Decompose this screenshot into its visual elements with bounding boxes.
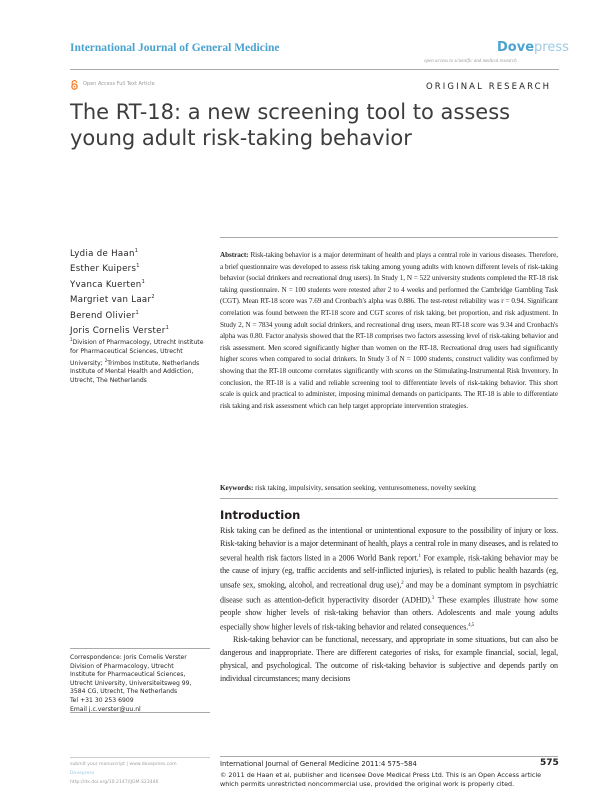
affiliations: $^1$Division of Pharmacology, Utrecht Institute for Pharmaceutical Sciences, Utrecht University; $^2$Trimbos Institute, Netherlands Institute of Mental Health and Addiction, Utrecht, The Netherlands	[70, 337, 204, 385]
journal-title: International Journal of General Medicine	[70, 42, 280, 54]
author: Esther Kuipers$^1$	[70, 263, 140, 275]
open-access-label: Open Access Full Text Article	[83, 81, 155, 87]
keywords	[220, 483, 558, 495]
footer-left-divider	[70, 757, 210, 758]
footer-citation: International Journal of General Medicine 2011:4 575–584	[220, 760, 417, 768]
logo-dove: Dove	[497, 40, 535, 55]
article-type: ORIGINAL RESEARCH	[426, 82, 552, 92]
intro-paragraph-2: Risk-taking behavior can be functional, necessary, and appropriate in some situations, but can also be dangerous and inappropriate. There are different categories of risks, for example financial, social, legal, physical, and psychological. The outcome of risk-taking behavior is subjective and depends partly on individual circumstances; many decisions	[220, 635, 558, 683]
abstract-text: Risk-taking behavior is a major determinant of health and plays a central role in various diseases. Therefore, a brief questionnaire was developed to assess risk taking among young adults with known different levels of risk-taking behavior (social drinkers and recreational drug users). In Study 1, N = 522 university students completed the RT-18 risk taking questionnaire. N = 100 students were retested after 2 to 4 weeks and performed the Cambridge Gambling Task (CGT). Mean RT-18 score was 7.69 and Cronbach's alpha was 0.886. The test-retest reliability was r = 0.94. Significant correlation was found between the RT-18 score and CGT scores of risk taking, bet proportion, and risk adjustment. In Study 2, N = 7834 young adult social drinkers, and recreational drug users, mean RT-18 score was 9.34 and Cronbach's alpha was 0.80. Factor analysis showed that the RT-18 comprises two factors assessing level of risk-taking behavior and risk assessment. Men scored significantly higher than women on the RT-18. Recreational drug users had significantly higher scores when compared to social drinkers. In Study 3 of N = 1000 students, construct validity was confirmed by showing that the RT-18 outcome correlates significantly with scores on the Stimulating-Instrumental Risk Inventory. In conclusion, the RT-18 is a valid and reliable screening tool to differentiate levels of risk-taking behavior. This short scale is quick and practical to administer, imposing minimal demands on participants. The RT-18 is able to differentiate risk taking and risk assessment which can help target appropriate intervention strategies.	[220, 251, 558, 410]
author: Yvanca Kuerten$^1$	[70, 278, 146, 290]
author: Lydia de Haan$^1$	[70, 248, 139, 259]
author: Joris Cornelis Verster$^1$	[70, 325, 170, 337]
abstract-divider-bottom	[220, 498, 558, 499]
abstract	[220, 250, 558, 412]
correspondence-divider	[70, 648, 210, 649]
submit-manuscript-link[interactable]: submit your manuscript | www.dovepress.com	[70, 762, 177, 767]
header-divider	[70, 69, 559, 70]
dovepress-logo	[497, 40, 569, 55]
article-title	[70, 99, 540, 151]
abstract-label: Abstract:	[220, 251, 249, 259]
abstract-divider-top	[220, 237, 558, 238]
title-line-2: young adult risk-taking behavior	[70, 126, 412, 150]
open-access-icon	[70, 80, 79, 90]
title-line-1: The RT-18: a new screening tool to assess	[70, 100, 511, 124]
keywords-text: risk taking, impulsivity, sensation seeking, venturesomeness, novelty seeking	[253, 484, 476, 492]
correspondence-email[interactable]: Email j.c.verster@uu.nl	[70, 705, 141, 713]
section-heading-introduction: Introduction	[220, 508, 301, 522]
footer-divider	[220, 756, 558, 757]
copyright-notice: © 2011 de Haan et al, publisher and licensee Dove Medical Press Ltd. This is an Open Access article which permits unrestricted noncommercial use, provided the original work is properly cited.	[220, 771, 542, 788]
intro-paragraph-1: Risk taking can be defined as the intentional or unintentional exposure to the possibility of injury or loss. Risk-taking behavior is a major determinant of health, plays a central role in many diseases, and is related to several health risk factors listed in a 2006 World Bank report.$^1$ For example, risk-taking behavior may be the cause of injury (eg, traffic accidents and self-inflicted injuries), is related to public health hazards (eg, unsafe sex, smoking, alcohol, and recreational drug use),$^2$ and may be a dominant symptom in psychiatric disease such as attention-deficit hyperactivity disorder (ADHD).$^3$ These examples illustrate how some people show higher levels of risk-taking behavior than others. Adolescents and male young adults especially show higher levels of risk-taking behavior and related consequences.$^{4,5}$	[220, 526, 558, 632]
logo-press: press	[534, 40, 569, 55]
correspondence: Correspondence: Joris Cornelis Verster Division of Pharmacology, Utrecht Institute for Pharmaceutical Sciences, Utrecht University, Universiteitsweg 99, 3584 CG, Utrecht, The Netherlands Tel +31 30 253 6909 Email j.c.verster@uu.nl	[70, 654, 220, 714]
author: Berend Olivier$^1$	[70, 309, 139, 321]
page-number: 575	[540, 758, 559, 768]
introduction-body	[220, 525, 558, 686]
publisher-tagline: open access to scientific and medical research	[424, 59, 517, 64]
footer-dovepress: Dovepress	[70, 771, 95, 776]
keywords-label: Keywords:	[220, 484, 254, 492]
author: Margriet van Laar$^2$	[70, 294, 155, 306]
author-list	[70, 245, 220, 338]
footer-left	[70, 760, 177, 787]
correspondence-divider-bottom	[70, 712, 210, 713]
doi-link[interactable]: http://dx.doi.org/10.2147/IJGM.S23446	[70, 780, 159, 785]
